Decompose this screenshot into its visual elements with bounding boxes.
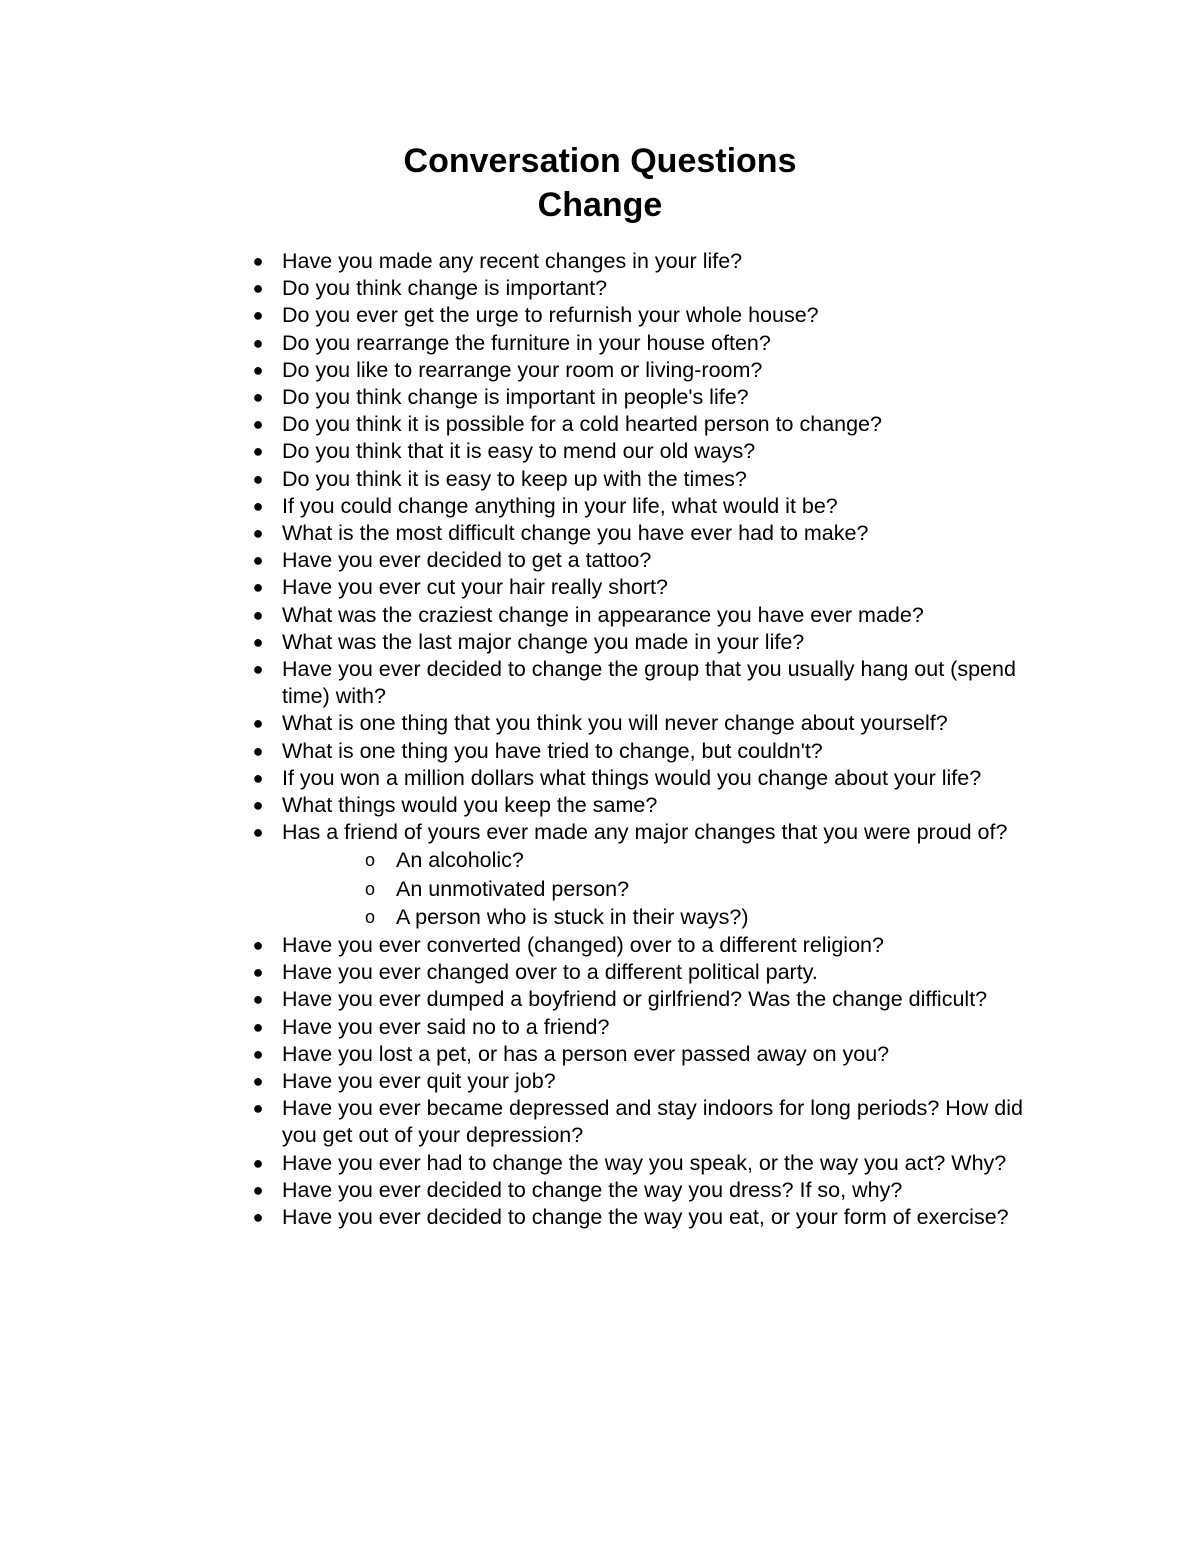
sub-bullet-icon: o <box>364 850 375 871</box>
bullet-icon: ● <box>252 740 264 761</box>
sub-list-item <box>282 846 1040 875</box>
question-text: Do you think change is important in people's life? <box>282 385 749 410</box>
bullet-icon: ● <box>252 604 264 625</box>
list-item <box>0 656 1200 710</box>
title-block <box>0 139 1200 227</box>
sub-question-text: An alcoholic? <box>396 848 524 873</box>
bullet-icon: ● <box>252 278 264 299</box>
question-text: Have you ever said no to a friend? <box>282 1014 610 1039</box>
list-item <box>0 330 1200 357</box>
question-text: Do you think change is important? <box>282 276 608 301</box>
bullet-icon: ● <box>252 659 264 680</box>
list-item <box>0 738 1200 765</box>
bullet-icon: ● <box>252 822 264 843</box>
list-item <box>0 1014 1200 1041</box>
list-item <box>0 629 1200 656</box>
list-item <box>0 411 1200 438</box>
list-item <box>0 493 1200 520</box>
bullet-icon: ● <box>252 1179 264 1200</box>
question-text: Have you ever decided to change the way you eat, or your form of exercise? <box>282 1205 1009 1229</box>
question-text: Have you ever cut your hair really short? <box>282 575 668 600</box>
bullet-icon: ● <box>252 713 264 734</box>
page-title: Conversation Questions <box>403 142 797 180</box>
list-item <box>0 765 1200 792</box>
bullet-icon: ● <box>252 359 264 380</box>
question-text: What is one thing that you think you will never change about yourself? <box>282 711 948 736</box>
list-item <box>0 1068 1200 1095</box>
question-text: What was the craziest change in appearance you have ever made? <box>282 602 924 627</box>
question-text: What is the most difficult change you have ever had to make? <box>282 521 869 546</box>
question-list <box>0 248 1200 1231</box>
list-item <box>0 1204 1200 1231</box>
bullet-icon: ● <box>252 495 264 516</box>
question-text: If you won a million dollars what things would you change about your life? <box>282 765 982 790</box>
bullet-icon: ● <box>252 387 264 408</box>
bullet-icon: ● <box>252 1152 264 1173</box>
list-item <box>0 1095 1200 1149</box>
bullet-icon: ● <box>252 1070 264 1091</box>
bullet-icon: ● <box>252 962 264 983</box>
question-text: Have you made any recent changes in your life? <box>282 249 743 273</box>
list-item <box>0 819 1200 932</box>
list-item <box>0 574 1200 601</box>
question-text: Have you ever quit your job? <box>282 1068 556 1093</box>
list-item <box>0 384 1200 411</box>
bullet-icon: ● <box>252 1098 264 1119</box>
question-text: Have you ever converted (changed) over to a different religion? <box>282 932 884 957</box>
question-text: Have you ever dumped a boyfriend or girlfriend? Was the change difficult? <box>282 987 988 1012</box>
bullet-icon: ● <box>252 251 264 271</box>
question-text: What was the last major change you made in your life? <box>282 629 805 654</box>
bullet-icon: ● <box>252 550 264 571</box>
list-item <box>0 357 1200 384</box>
bullet-icon: ● <box>252 795 264 816</box>
list-item <box>0 438 1200 465</box>
list-item <box>0 466 1200 493</box>
page-subtitle: Change <box>537 186 663 224</box>
list-item <box>0 710 1200 737</box>
list-item <box>0 1177 1200 1204</box>
question-text: Do you ever get the urge to refurnish your whole house? <box>282 303 819 328</box>
list-item <box>0 248 1200 275</box>
bullet-icon: ● <box>252 767 264 788</box>
question-text: Have you ever decided to get a tattoo? <box>282 548 652 573</box>
list-item <box>0 932 1200 959</box>
question-text: Do you like to rearrange your room or living-room? <box>282 357 763 382</box>
list-item <box>0 959 1200 986</box>
question-text: Has a friend of yours ever made any major changes that you were proud of? <box>282 820 1008 845</box>
bullet-icon: ● <box>252 1207 264 1227</box>
question-text: Have you ever had to change the way you speak, or the way you act? Why? <box>282 1150 1007 1175</box>
list-item <box>0 520 1200 547</box>
question-text: Have you ever became depressed and stay indoors for long periods? How did you get out of your depression? <box>282 1096 1023 1148</box>
bullet-icon: ● <box>252 523 264 544</box>
bullet-icon: ● <box>252 1043 264 1064</box>
list-item <box>0 1041 1200 1068</box>
question-text: What things would you keep the same? <box>282 793 658 818</box>
question-text: Do you think it is possible for a cold hearted person to change? <box>282 412 882 437</box>
list-item <box>0 302 1200 329</box>
sub-question-text: An unmotivated person? <box>396 876 630 901</box>
bullet-icon: ● <box>252 989 264 1010</box>
bullet-icon: ● <box>252 332 264 353</box>
bullet-icon: ● <box>252 1016 264 1037</box>
list-item <box>0 547 1200 574</box>
list-item <box>0 986 1200 1013</box>
question-text: Have you ever changed over to a different political party. <box>282 960 818 985</box>
sub-list-item <box>282 903 1040 932</box>
bullet-icon: ● <box>252 934 264 955</box>
bullet-icon: ● <box>252 305 264 326</box>
list-item <box>0 602 1200 629</box>
list-item <box>0 792 1200 819</box>
sub-list-item <box>282 875 1040 904</box>
sub-bullet-icon: o <box>364 907 375 928</box>
sub-question-list <box>282 846 1040 932</box>
bullet-icon: ● <box>252 414 264 435</box>
bullet-icon: ● <box>252 577 264 598</box>
list-item <box>0 275 1200 302</box>
question-text: Do you think that it is easy to mend our old ways? <box>282 439 756 464</box>
sub-question-text: A person who is stuck in their ways?) <box>396 905 749 930</box>
bullet-icon: ● <box>252 441 264 462</box>
list-item <box>0 1150 1200 1177</box>
question-text: Do you rearrange the furniture in your house often? <box>282 330 771 355</box>
question-text: Have you ever decided to change the group that you usually hang out (spend time) with? <box>282 657 1016 709</box>
question-text: Have you lost a pet, or has a person ever passed away on you? <box>282 1041 890 1066</box>
question-text: If you could change anything in your life, what would it be? <box>282 493 838 518</box>
question-text: Have you ever decided to change the way you dress? If so, why? <box>282 1177 903 1202</box>
question-text: Do you think it is easy to keep up with the times? <box>282 466 747 491</box>
bullet-icon: ● <box>252 631 264 652</box>
question-text: What is one thing you have tried to change, but couldn't? <box>282 738 823 763</box>
bullet-icon: ● <box>252 468 264 489</box>
sub-bullet-icon: o <box>364 878 375 899</box>
